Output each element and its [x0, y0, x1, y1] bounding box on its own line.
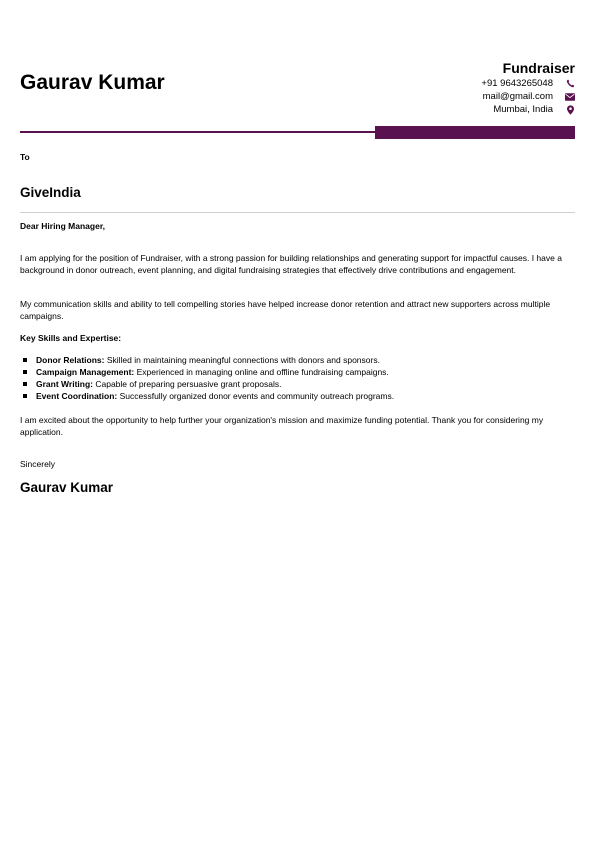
- bullet-icon: [23, 382, 27, 386]
- body-paragraph-2: My communication skills and ability to tell compelling stories have helped increase donor retention and attract new supporters across multiple campaigns.: [20, 299, 551, 321]
- salutation: Dear Hiring Manager,: [20, 221, 106, 231]
- contact-email: [481, 90, 575, 103]
- location-text: Mumbai, India: [493, 104, 553, 115]
- skill-label: Campaign Management:: [36, 367, 135, 377]
- body-paragraph-1: I am applying for the position of Fundraiser, with a strong passion for building relationships and generating support for impactful causes. I have a background in donor outreach, event planning, and digital fundraising strategies that effectively drive contributions and engagement.: [20, 253, 562, 275]
- skill-label: Donor Relations:: [36, 355, 105, 365]
- job-title: Fundraiser: [502, 60, 575, 76]
- list-item: [20, 354, 575, 366]
- skill-text: Capable of preparing persuasive grant proposals.: [92, 379, 282, 389]
- list-item: [20, 366, 575, 378]
- header-contact-block: [481, 60, 575, 116]
- recipient-label: To: [20, 152, 30, 162]
- email-text: mail@gmail.com: [482, 91, 553, 102]
- closing: Sincerely: [20, 459, 55, 469]
- phone-text: +91 9643265048: [481, 78, 553, 89]
- header-rule-thin: [20, 131, 376, 133]
- contact-phone: [481, 77, 575, 90]
- bullet-icon: [23, 394, 27, 398]
- header-rule-accent: [375, 126, 575, 139]
- bullet-icon: [23, 358, 27, 362]
- list-item: [20, 390, 575, 402]
- applicant-name: Gaurav Kumar: [20, 71, 165, 94]
- recipient-divider: [20, 212, 575, 213]
- recipient-company: GiveIndia: [20, 185, 81, 200]
- map-marker-icon: [565, 105, 575, 115]
- bullet-icon: [23, 370, 27, 374]
- envelope-icon: [565, 92, 575, 102]
- skill-label: Grant Writing:: [36, 379, 93, 389]
- list-item: [20, 378, 575, 390]
- signature-name: Gaurav Kumar: [20, 480, 114, 495]
- skills-heading: Key Skills and Expertise:: [20, 333, 122, 343]
- skill-text: Skilled in maintaining meaningful connections with donors and sponsors.: [104, 355, 380, 365]
- contact-location: [481, 103, 575, 116]
- phone-icon: [565, 79, 575, 89]
- skill-text: Successfully organized donor events and community outreach programs.: [117, 391, 395, 401]
- body-paragraph-3: I am excited about the opportunity to help further your organization's mission and maximize funding potential. Thank you for considering my application.: [20, 415, 544, 437]
- skill-text: Experienced in managing online and offline fundraising campaigns.: [134, 367, 389, 377]
- skill-label: Event Coordination:: [36, 391, 118, 401]
- skills-list: [20, 354, 575, 402]
